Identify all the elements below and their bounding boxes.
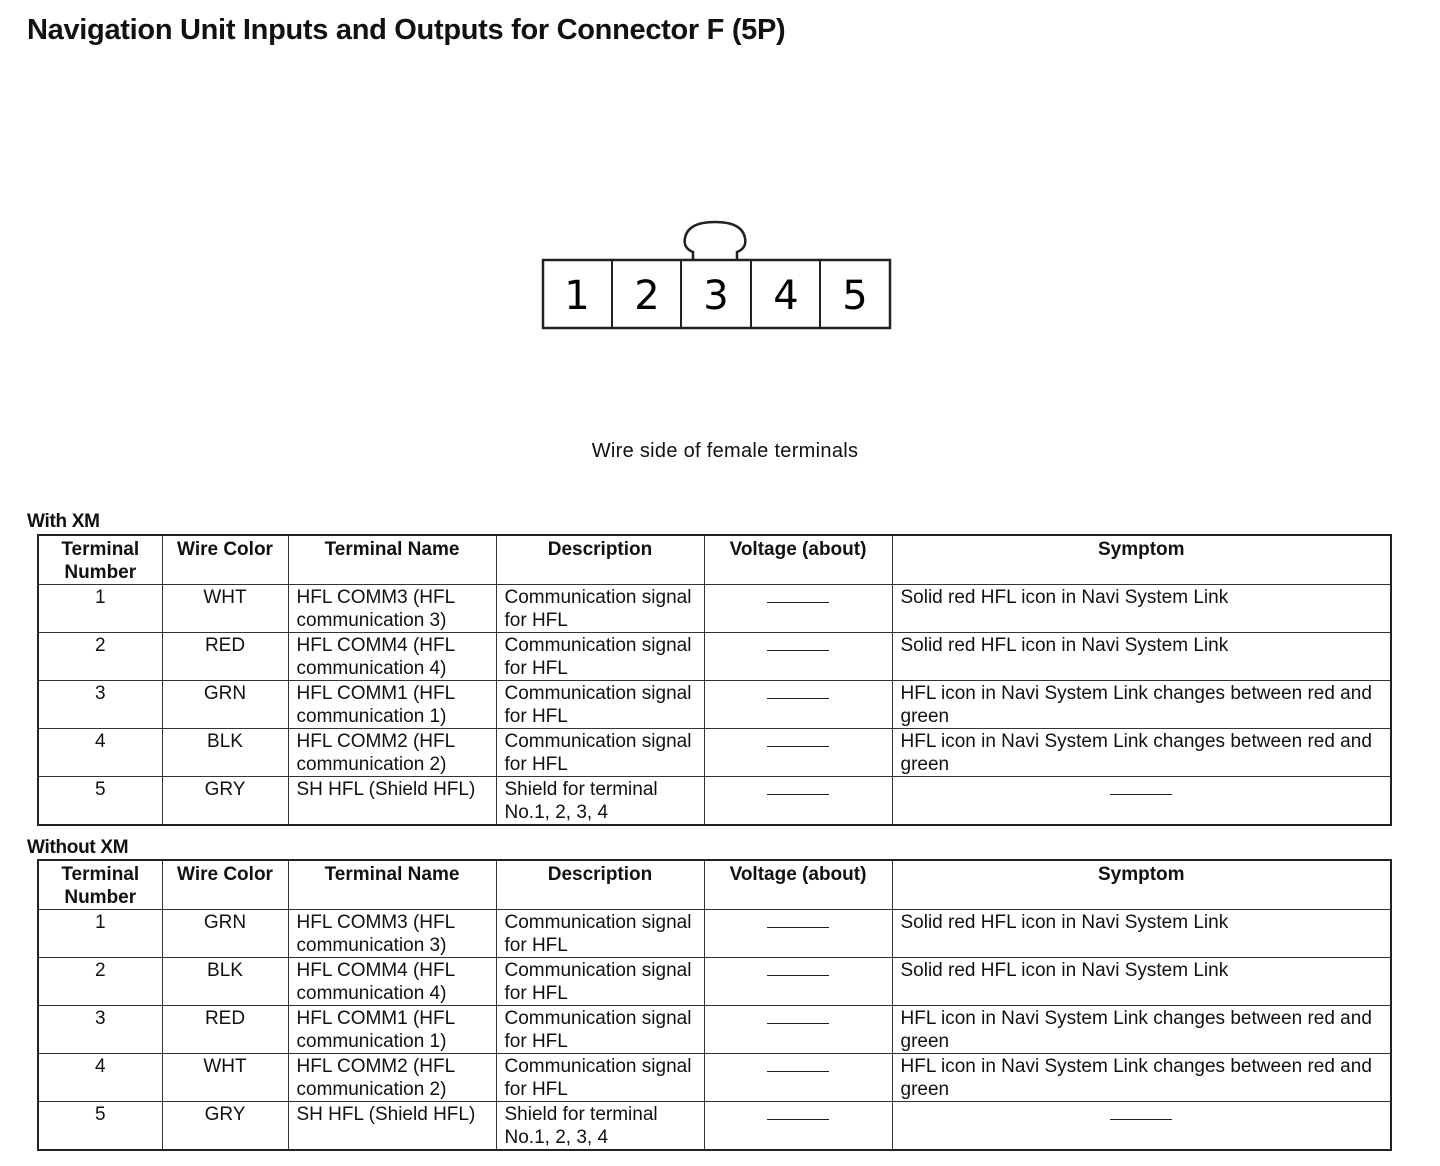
table-row [38, 681, 1391, 729]
section-label-without-xm: Without XM [27, 837, 129, 858]
terminal-name: HFL COMM3 (HFL communication 3) [288, 910, 496, 958]
voltage-cell [704, 1006, 892, 1054]
dash-placeholder [767, 927, 829, 928]
header-description: Description [496, 860, 704, 910]
terminal-number: 4 [38, 729, 162, 777]
voltage-cell [704, 585, 892, 633]
dash-placeholder [1110, 794, 1172, 795]
voltage-cell [704, 681, 892, 729]
header-terminal-name: Terminal Name [288, 860, 496, 910]
wire-color: WHT [162, 1054, 288, 1102]
io-table-with-xm [37, 534, 1392, 826]
connector-caption: Wire side of female terminals [591, 440, 859, 462]
connector-5p-diagram [540, 218, 894, 332]
dash-placeholder [767, 746, 829, 747]
table-header-row [38, 860, 1391, 910]
pin-label: 5 [842, 273, 868, 319]
terminal-name: HFL COMM1 (HFL communication 1) [288, 1006, 496, 1054]
symptom: HFL icon in Navi System Link changes between red and green [892, 681, 1391, 729]
connector-lock-tab [685, 222, 746, 260]
terminal-number: 5 [38, 777, 162, 826]
symptom-cell [892, 1102, 1391, 1151]
header-wire-color: Wire Color [162, 535, 288, 585]
description: Communication signal for HFL [496, 1054, 704, 1102]
header-description: Description [496, 535, 704, 585]
description: Shield for terminal No.1, 2, 3, 4 [496, 1102, 704, 1151]
header-terminal-name: Terminal Name [288, 535, 496, 585]
voltage-cell [704, 1054, 892, 1102]
table-row [38, 1006, 1391, 1054]
pin-label: 4 [773, 273, 799, 319]
pin-label: 3 [703, 273, 729, 319]
table-row [38, 729, 1391, 777]
description: Communication signal for HFL [496, 958, 704, 1006]
symptom-cell [892, 777, 1391, 826]
dash-placeholder [767, 1119, 829, 1120]
table-row [38, 910, 1391, 958]
voltage-cell [704, 910, 892, 958]
header-wire-color: Wire Color [162, 860, 288, 910]
terminal-number: 1 [38, 585, 162, 633]
symptom: HFL icon in Navi System Link changes between red and green [892, 729, 1391, 777]
description: Communication signal for HFL [496, 681, 704, 729]
voltage-cell [704, 958, 892, 1006]
terminal-name: HFL COMM1 (HFL communication 1) [288, 681, 496, 729]
table-row [38, 633, 1391, 681]
terminal-name: SH HFL (Shield HFL) [288, 777, 496, 826]
wire-color: GRN [162, 910, 288, 958]
description: Communication signal for HFL [496, 910, 704, 958]
symptom: HFL icon in Navi System Link changes between red and green [892, 1006, 1391, 1054]
terminal-name: HFL COMM4 (HFL communication 4) [288, 633, 496, 681]
header-terminal-number: Terminal Number [38, 860, 162, 910]
section-label-with-xm: With XM [27, 511, 100, 532]
terminal-number: 3 [38, 1006, 162, 1054]
table-header-row [38, 535, 1391, 585]
symptom: HFL icon in Navi System Link changes between red and green [892, 1054, 1391, 1102]
description: Shield for terminal No.1, 2, 3, 4 [496, 777, 704, 826]
voltage-cell [704, 729, 892, 777]
terminal-number: 2 [38, 633, 162, 681]
terminal-number: 5 [38, 1102, 162, 1151]
terminal-name: HFL COMM2 (HFL communication 2) [288, 729, 496, 777]
connector-diagram [540, 218, 894, 332]
dash-placeholder [1110, 1119, 1172, 1120]
table-row [38, 777, 1391, 826]
terminal-name: HFL COMM4 (HFL communication 4) [288, 958, 496, 1006]
voltage-cell [704, 777, 892, 826]
page-title: Navigation Unit Inputs and Outputs for Connector F (5P) [27, 14, 786, 46]
pin-label: 2 [634, 273, 660, 319]
header-symptom: Symptom [892, 535, 1391, 585]
pin-label: 1 [564, 273, 590, 319]
wire-color: WHT [162, 585, 288, 633]
terminal-name: HFL COMM3 (HFL communication 3) [288, 585, 496, 633]
wire-color: GRN [162, 681, 288, 729]
symptom: Solid red HFL icon in Navi System Link [892, 910, 1391, 958]
dash-placeholder [767, 698, 829, 699]
wire-color: BLK [162, 958, 288, 1006]
description: Communication signal for HFL [496, 633, 704, 681]
symptom: Solid red HFL icon in Navi System Link [892, 958, 1391, 1006]
terminal-number: 3 [38, 681, 162, 729]
wire-color: GRY [162, 777, 288, 826]
terminal-name: SH HFL (Shield HFL) [288, 1102, 496, 1151]
description: Communication signal for HFL [496, 729, 704, 777]
terminal-name: HFL COMM2 (HFL communication 2) [288, 1054, 496, 1102]
dash-placeholder [767, 975, 829, 976]
dash-placeholder [767, 1023, 829, 1024]
symptom: Solid red HFL icon in Navi System Link [892, 633, 1391, 681]
description: Communication signal for HFL [496, 1006, 704, 1054]
dash-placeholder [767, 650, 829, 651]
dash-placeholder [767, 1071, 829, 1072]
table-row [38, 958, 1391, 1006]
terminal-number: 4 [38, 1054, 162, 1102]
wire-color: BLK [162, 729, 288, 777]
dash-placeholder [767, 794, 829, 795]
header-voltage: Voltage (about) [704, 860, 892, 910]
wire-color: GRY [162, 1102, 288, 1151]
wire-color: RED [162, 633, 288, 681]
terminal-number: 1 [38, 910, 162, 958]
header-symptom: Symptom [892, 860, 1391, 910]
dash-placeholder [767, 602, 829, 603]
voltage-cell [704, 633, 892, 681]
table-row [38, 585, 1391, 633]
wire-color: RED [162, 1006, 288, 1054]
header-terminal-number: Terminal Number [38, 535, 162, 585]
io-table-without-xm [37, 859, 1392, 1151]
header-voltage: Voltage (about) [704, 535, 892, 585]
symptom: Solid red HFL icon in Navi System Link [892, 585, 1391, 633]
table-row [38, 1054, 1391, 1102]
terminal-number: 2 [38, 958, 162, 1006]
description: Communication signal for HFL [496, 585, 704, 633]
voltage-cell [704, 1102, 892, 1151]
table-row [38, 1102, 1391, 1151]
